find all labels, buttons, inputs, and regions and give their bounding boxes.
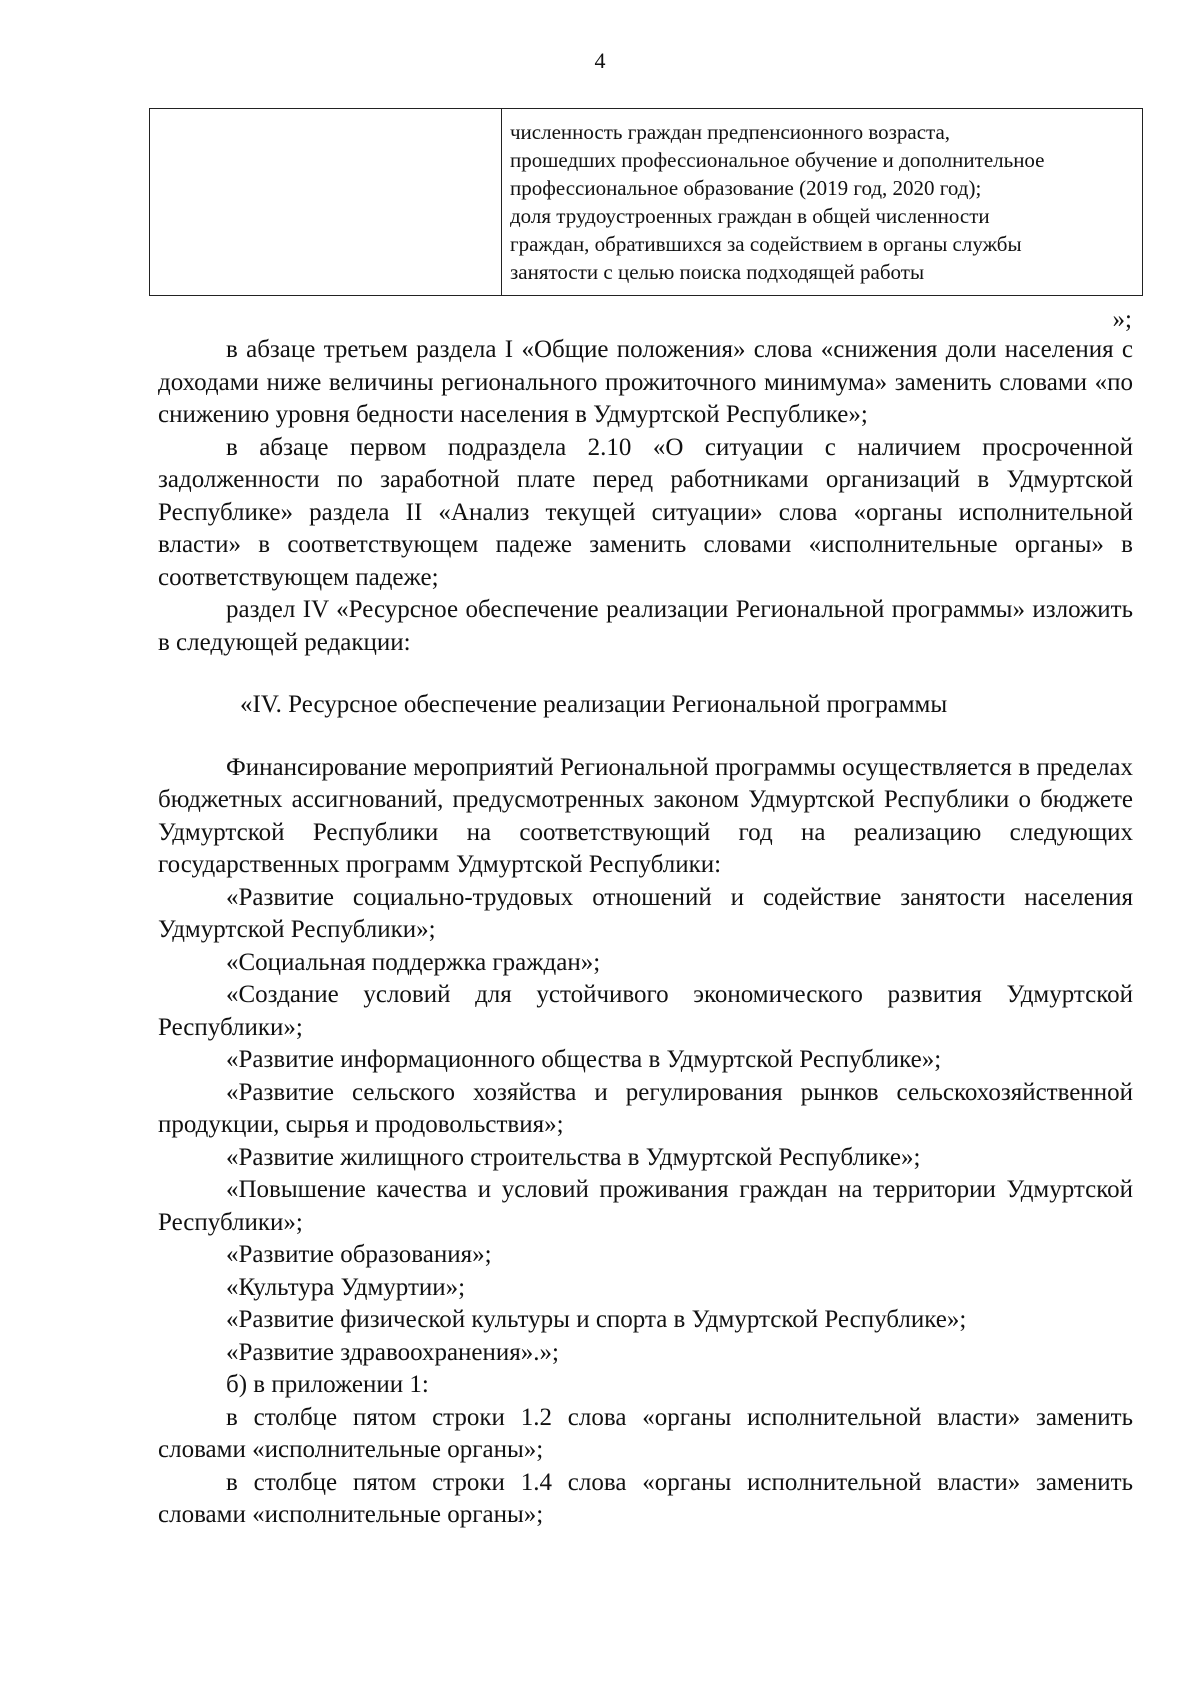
paragraph: в абзаце третьем раздела I «Общие положения» слова «снижения доли населения с доходами ниже величины регионального прожиточного минимума» заменить словами «по снижению уровня бедности населения в Удмуртской Республике»; [158,336,1133,428]
paragraph: б) в приложении 1: [226,1371,429,1398]
table-line: граждан, обратившихся за содействием в органы службы [510,232,1022,256]
paragraph: «Развитие образования»; [226,1241,492,1268]
paragraph: в столбце пятом строки 1.4 слова «органы исполнительной власти» заменить словами «исполнительные органы»; [158,1468,1133,1528]
paragraph: Финансирование мероприятий Региональной программы осуществляется в пределах бюджетных ассигнований, предусмотренных законом Удмуртской Республики о бюджете Удмуртской Республики на соответствующий год на реализацию следующих государственных программ Удмуртской Республики: [158,753,1133,878]
paragraph: «Культура Удмуртии»; [226,1273,466,1301]
paragraph: «Повышение качества и условий проживания граждан на территории Удмуртской Республики»; [158,1176,1133,1236]
paragraph: «Развитие здравоохранения».»; [226,1338,559,1366]
paragraph: раздел IV «Ресурсное обеспечение реализации Региональной программы» изложить в следующей редакции: [158,596,1133,656]
table-line: прошедших профессиональное обучение и дополнительное [510,148,1045,172]
paragraph: «Создание условий для устойчивого экономического развития Удмуртской Республики»; [158,981,1133,1041]
table [149,108,1143,296]
paragraph: «Развитие социально-трудовых отношений и содействие занятости населения Удмуртской Республики»; [158,883,1133,943]
table-line: доля трудоустроенных граждан в общей численности [510,204,990,228]
closing-quote: »; [1112,306,1132,333]
document-body [158,334,1133,1532]
table-line: занятости с целью поиска подходящей работы [510,260,925,284]
paragraph: «Развитие жилищного строительства в Удмуртской Республике»; [226,1143,921,1171]
paragraph: «Развитие сельского хозяйства и регулирования рынков сельскохозяйственной продукции, сырья и продовольствия»; [158,1078,1133,1138]
paragraph: «Развитие физической культуры и спорта в Удмуртской Республике»; [226,1306,967,1333]
table-cell-empty [150,109,502,295]
section-heading: «IV. Ресурсное обеспечение реализации Региональной программы [240,691,948,718]
table-line: численность граждан предпенсионного возраста, [510,120,951,144]
table-line: профессиональное образование (2019 год, 2020 год); [510,176,982,200]
paragraph: в столбце пятом строки 1.2 слова «органы исполнительной власти» заменить словами «исполнительные органы»; [158,1403,1133,1463]
table-cell-indicators [502,109,1142,295]
paragraph: «Социальная поддержка граждан»; [226,948,601,976]
paragraph: в абзаце первом подраздела 2.10 «О ситуации с наличием просроченной задолженности по заработной плате перед работниками организаций в Удмуртской Республике» раздела II «Анализ текущей ситуации» слова «органы исполнительной власти» в соответствующем падеже заменить словами «исполнительные органы» в соответствующем падеже; [158,433,1133,591]
paragraph: «Развитие информационного общества в Удмуртской Республике»; [226,1046,942,1073]
page-number: 4 [594,48,606,73]
